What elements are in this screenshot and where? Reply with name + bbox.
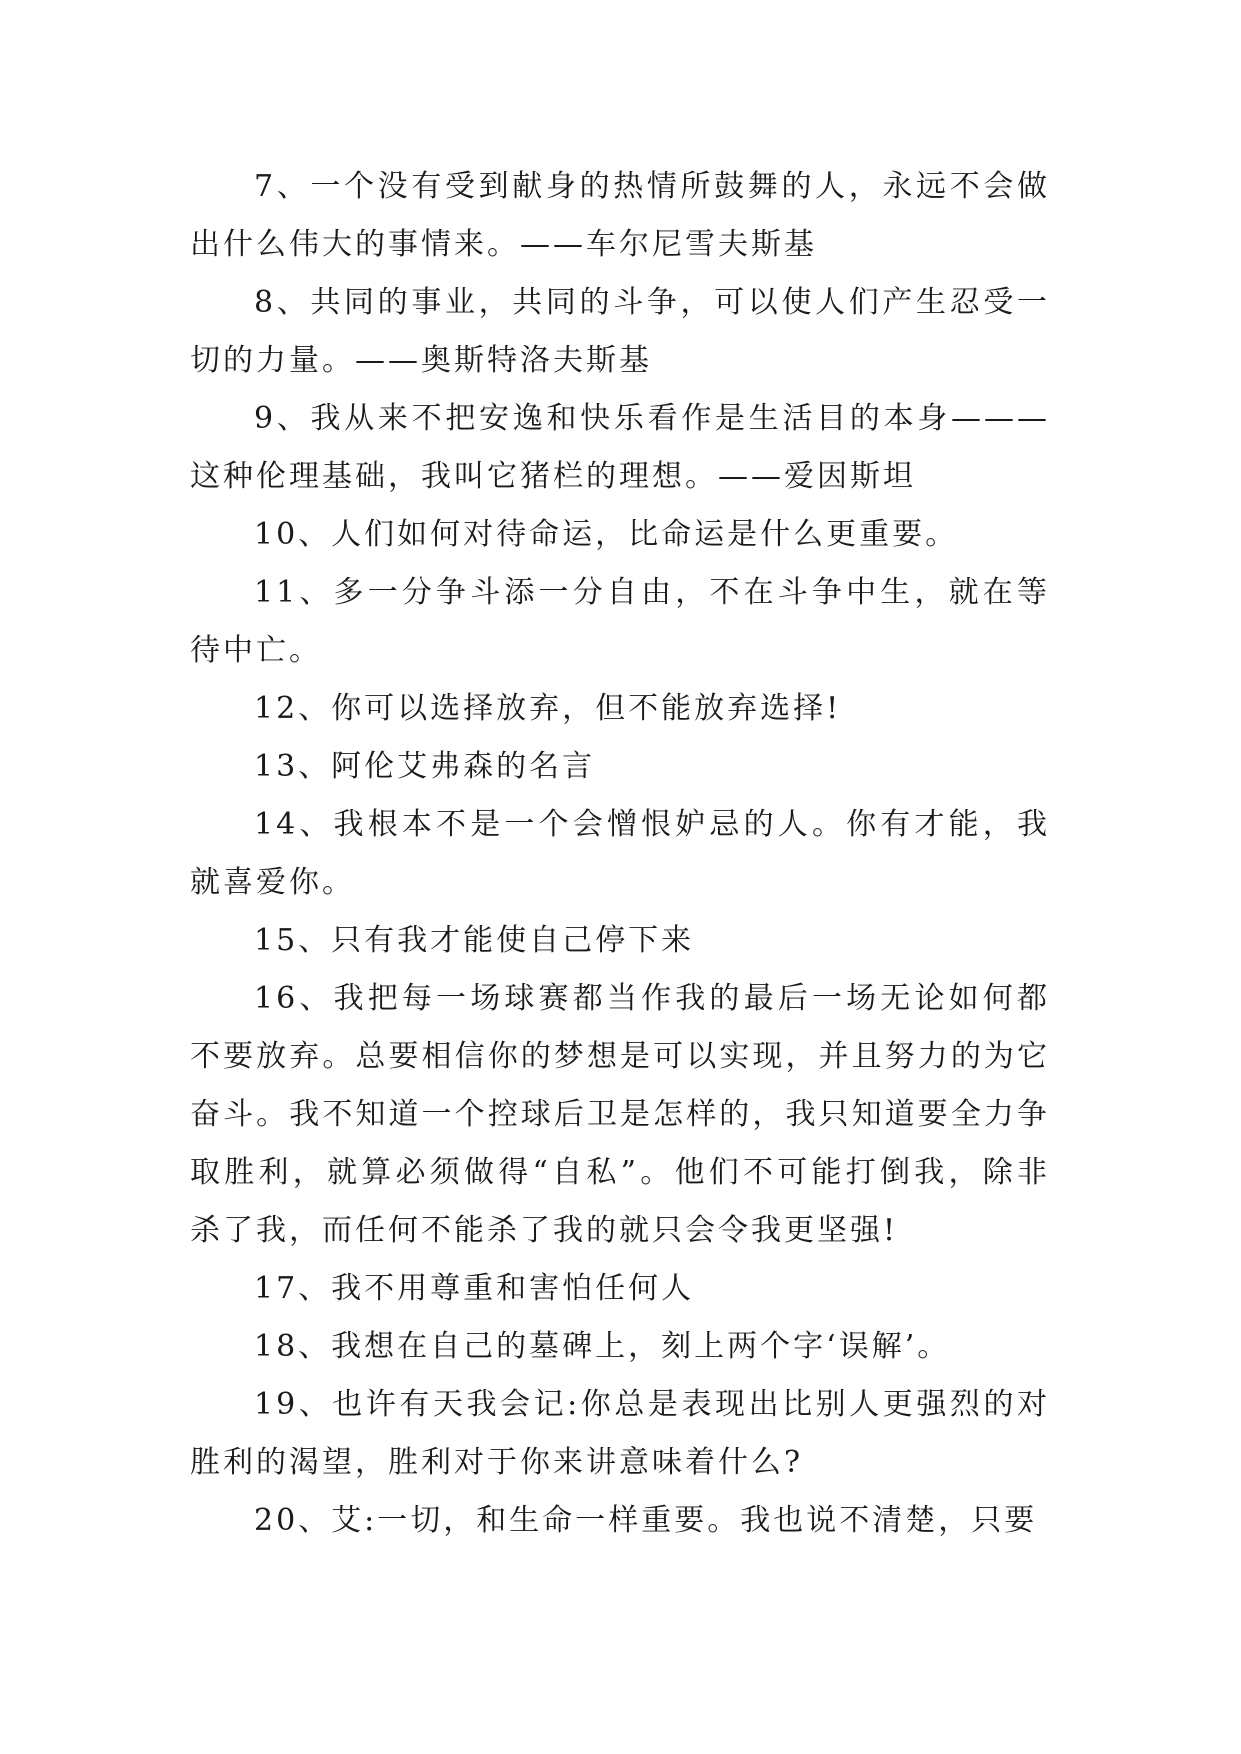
paragraph-11: 11、多一分争斗添一分自由，不在斗争中生，就在等待中亡。 bbox=[190, 575, 1050, 668]
paragraph-17: 17、我不用尊重和害怕任何人 bbox=[254, 1271, 695, 1306]
paragraph-10: 10、人们如何对待命运，比命运是什么更重要。 bbox=[254, 517, 959, 552]
paragraph-16: 16、我把每一场球赛都当作我的最后一场无论如何都不要放弃。总要相信你的梦想是可以实现，并且努力的为它奋斗。我不知道一个控球后卫是怎样的，我只知道要全力争取胜利，就算必须做得“自私”。他们不可能打倒我，除非杀了我，而任何不能杀了我的就只会令我更坚强! bbox=[190, 981, 1050, 1248]
paragraph-15: 15、只有我才能使自己停下来 bbox=[254, 923, 695, 958]
paragraph-20: 20、艾:一切，和生命一样重要。我也说不清楚，只要 bbox=[254, 1503, 1038, 1538]
paragraph-19: 19、也许有天我会记:你总是表现出比别人更强烈的对胜利的渴望，胜利对于你来讲意味着什么? bbox=[190, 1387, 1050, 1480]
paragraph-7: 7、一个没有受到献身的热情所鼓舞的人，永远不会做出什么伟大的事情来。——车尔尼雪夫斯基 bbox=[190, 169, 1050, 262]
paragraph-18: 18、我想在自己的墓碑上，刻上两个字‘误解’。 bbox=[254, 1329, 951, 1364]
paragraph-12: 12、你可以选择放弃，但不能放弃选择! bbox=[254, 691, 842, 726]
paragraph-9: 9、我从来不把安逸和快乐看作是生活目的本身———这种伦理基础，我叫它猪栏的理想。——爱因斯坦 bbox=[190, 401, 1050, 494]
paragraph-8: 8、共同的事业，共同的斗争，可以使人们产生忍受一切的力量。——奥斯特洛夫斯基 bbox=[190, 285, 1050, 378]
paragraph-13: 13、阿伦艾弗森的名言 bbox=[254, 749, 596, 784]
document-body bbox=[190, 158, 1050, 1550]
paragraph-14: 14、我根本不是一个会憎恨妒忌的人。你有才能，我就喜爱你。 bbox=[190, 807, 1050, 900]
